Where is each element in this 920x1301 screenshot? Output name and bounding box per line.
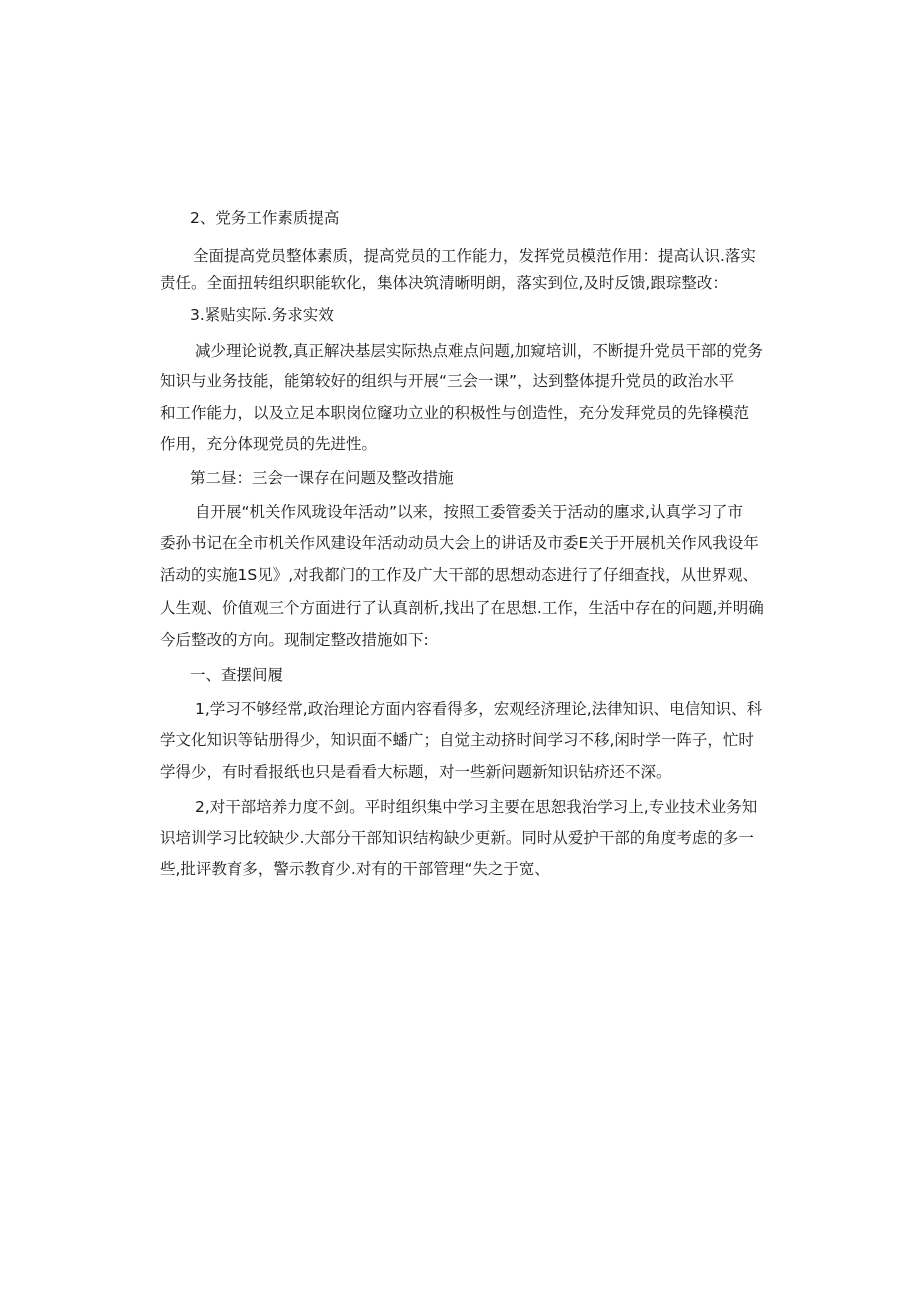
paragraph-line: 学得少，有时看报纸也只是看看大标题，对一些新问题新知识钻疥还不深。 <box>160 763 672 781</box>
section-heading-part-two: 第二昼：三会一课存在问题及整改措施 <box>190 469 454 487</box>
paragraph-line: 人生观、价值观三个方面进行了认真剖析,找出了在思想.工作，生活中存在的问题,并明确 <box>160 599 764 617</box>
paragraph-line: 活动的实施1S见》,对我都门的工作及广大干部的思想动态进行了仔细查找，从世界观、 <box>160 566 759 584</box>
paragraph-line: 自开展“机关作风珑设年活动”以来，按照工委管委关于活动的廛求,认真学习了市 <box>195 503 743 521</box>
section-heading-party-work: 2、党务工作素质提高 <box>190 209 340 227</box>
paragraph-line: 责任。全面扭转组织职能软化，集体决筑清晰明朗，落实到位,及时反馈,跟琮整改： <box>160 274 728 292</box>
section-heading-problems: 一、查摆间履 <box>190 666 284 684</box>
paragraph-line: 委孙书记在全市机关作风建设年活动动员大会上的讲话及市委E关于开展机关作风我设年 <box>160 534 759 552</box>
paragraph-line: 减少理论说教,真正解决基层实际热点难点问题,加窥培训，不断提升党员干部的党务 <box>195 342 763 360</box>
section-heading-practical: 3.紧贴实际.务求实效 <box>190 306 334 324</box>
paragraph-line: 学文化知识等钻册得少，知识面不蟠广；自觉主动挤时间学习不移,闲时学一阵子，忙时 <box>160 731 754 749</box>
paragraph-line: 1,学习不够经常,政治理论方面内容看得多，宏观经济理论,法律知识、电信知识、科 <box>195 700 763 718</box>
paragraph-line: 作用，充分体现党员的先进性。 <box>160 435 378 453</box>
paragraph-line: 知识与业务技能，能第较好的组织与开展“三会一课”，达到整体提升党员的政治水平 <box>160 372 735 390</box>
paragraph-line: 全面提高党员整体素质，提高党员的工作能力，发挥党员模范作用：提高认识.落实 <box>193 247 756 265</box>
paragraph-line: 和工作能力，以及立足本职岗位窿功立业的积极性与创造性，充分发拜党员的先锋模范 <box>160 404 750 422</box>
paragraph-line: 识培训学习比较缺少.大部分干部知识结构缺少更新。同时从爱护干部的角度考虑的多一 <box>160 829 754 847</box>
paragraph-line: 些,批评教育多，警示教育少.对有的干部管理“失之于宽、 <box>160 860 550 878</box>
paragraph-line: 今后整改的方向。现制定整改措施如下: <box>160 631 429 649</box>
paragraph-line: 2,对干部培养力度不剑。平时组织集中学习主要在思恕我治学习上,专业技术业务知 <box>195 798 758 816</box>
